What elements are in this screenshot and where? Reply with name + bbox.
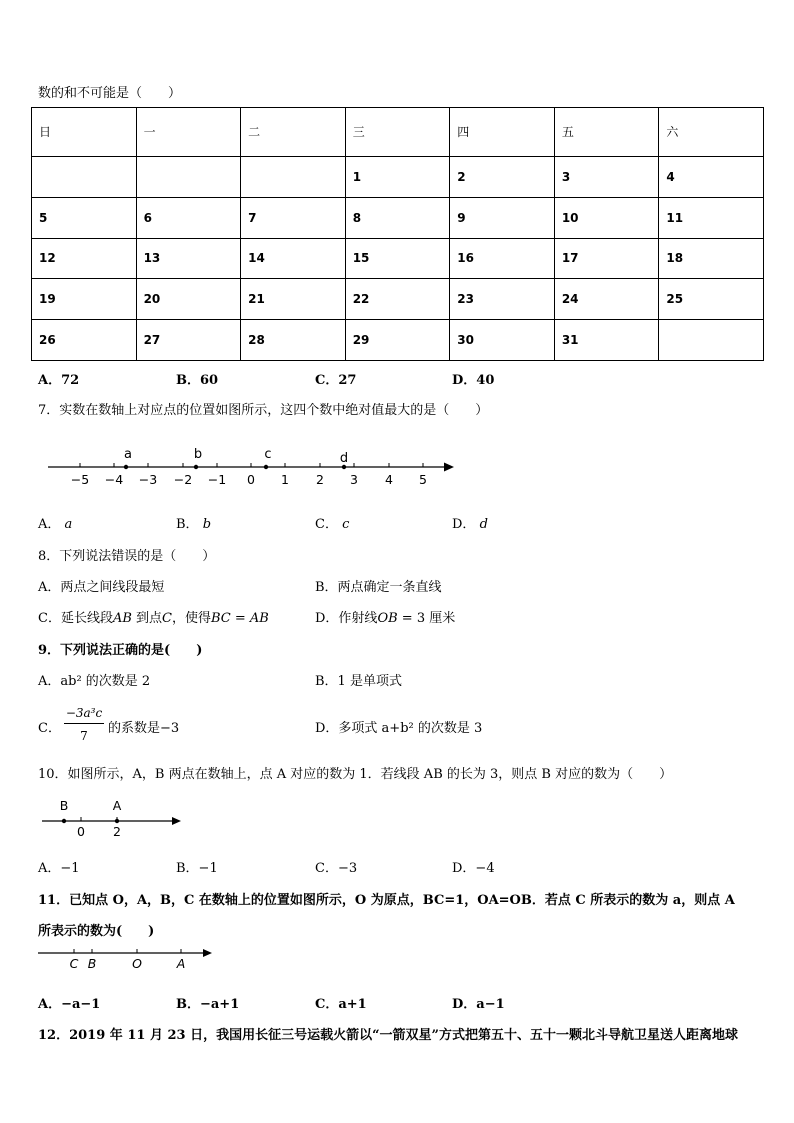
q9-option-b: B．1 是单项式 — [315, 674, 402, 689]
table-header-cell: 六 — [659, 108, 764, 157]
table-header-cell: 五 — [554, 108, 659, 157]
q11-stem-line1: 11．已知点 O，A，B，C 在数轴上的位置如图所示，O 为原点，BC=1，OA=OB．若点 C 所表示的数为 a，则点 A — [38, 893, 735, 908]
point-label: C — [69, 956, 79, 971]
q12-stem-line1: 12．2019 年 11 月 23 日，我国用长征三号运载火箭以“一箭双星”方式把第五十、五十一颗北斗导航卫星送人距离地球 — [38, 1028, 739, 1043]
point-c — [264, 465, 268, 469]
table-cell: 31 — [554, 320, 659, 361]
table-cell: 24 — [554, 279, 659, 320]
table-cell — [32, 156, 137, 197]
q7-option-d: D． d — [452, 517, 488, 532]
table-cell: 9 — [450, 197, 555, 238]
q7-option-a: A． a — [38, 517, 73, 532]
point-b — [62, 819, 66, 823]
table-cell: 26 — [32, 320, 137, 361]
table-cell: 15 — [345, 238, 450, 279]
q6-option-d: D．40 — [452, 373, 495, 388]
fraction-bar — [64, 723, 104, 724]
table-cell: 2 — [450, 156, 555, 197]
point-b — [194, 465, 198, 469]
table-cell — [136, 156, 241, 197]
point-label: c — [264, 447, 272, 462]
table-header-cell: 二 — [241, 108, 346, 157]
q8-stem: 8．下列说法错误的是（ ） — [38, 549, 216, 564]
q9-option-a: A．ab² 的次数是 2 — [38, 674, 151, 689]
table-cell: 14 — [241, 238, 346, 279]
table-cell: 29 — [345, 320, 450, 361]
table-cell: 28 — [241, 320, 346, 361]
q9-stem: 9．下列说法正确的是( ) — [38, 643, 203, 658]
table-cell: 23 — [450, 279, 555, 320]
table-header-cell: 四 — [450, 108, 555, 157]
q9-option-c-letter: C． — [38, 721, 61, 736]
q11-stem-line2: 所表示的数为( ) — [38, 924, 155, 939]
arrow-icon — [444, 463, 454, 472]
table-cell: 21 — [241, 279, 346, 320]
q8-option-b: B．两点确定一条直线 — [315, 580, 442, 595]
table-cell: 10 — [554, 197, 659, 238]
q6-option-c: C．27 — [315, 373, 357, 388]
q11-option-a: A．−a−1 — [38, 997, 101, 1012]
q9-option-d: D．多项式 a+b² 的次数是 3 — [315, 721, 483, 736]
q11-option-b: B．−a+1 — [176, 997, 240, 1012]
tick-label: −3 — [138, 472, 158, 487]
calendar-table — [31, 107, 764, 361]
q9-fraction-denominator: 7 — [80, 729, 88, 743]
table-row — [32, 238, 764, 279]
tick-label: −5 — [70, 472, 90, 487]
q10-option-b: B．−1 — [176, 861, 218, 876]
table-cell: 5 — [32, 197, 137, 238]
table-cell: 12 — [32, 238, 137, 279]
table-header-cell: 一 — [136, 108, 241, 157]
tick-label: −1 — [207, 472, 227, 487]
table-cell — [241, 156, 346, 197]
point-label: A — [176, 956, 186, 971]
q10-stem: 10．如图所示，A，B 两点在数轴上，点 A 对应的数为 1．若线段 AB 的长为 3，则点 B 对应的数为（ ） — [38, 767, 673, 782]
point-label: O — [132, 956, 142, 971]
tick-label: 3 — [350, 472, 358, 487]
table-cell: 19 — [32, 279, 137, 320]
point-label: b — [193, 447, 203, 462]
table-cell: 22 — [345, 279, 450, 320]
tick-label: 0 — [247, 472, 255, 487]
table-cell: 1 — [345, 156, 450, 197]
tick-label: −4 — [104, 472, 124, 487]
table-cell: 8 — [345, 197, 450, 238]
table-cell: 16 — [450, 238, 555, 279]
q8-option-d: D．作射线OB = 3 厘米 — [315, 611, 456, 626]
q9-fraction-numerator: −3a³c — [65, 706, 103, 720]
tick-label: 2 — [316, 472, 324, 487]
tick-label: 4 — [385, 472, 393, 487]
table-cell: 13 — [136, 238, 241, 279]
table-cell: 18 — [659, 238, 764, 279]
point-label: A — [112, 798, 122, 813]
point-label: B — [87, 956, 97, 971]
q7-option-b: B． b — [176, 517, 212, 532]
q8-option-c: C．延长线段AB 到点C，使得BC = AB — [38, 611, 269, 626]
q6-stem-tail: 数的和不可能是（ ） — [38, 86, 182, 101]
tick-label: 1 — [281, 472, 289, 487]
q8-option-a: A．两点之间线段最短 — [38, 580, 165, 595]
point-a — [124, 465, 128, 469]
q7-option-c: C． c — [315, 517, 350, 532]
table-cell — [659, 320, 764, 361]
q10-option-c: C．−3 — [315, 861, 358, 876]
q11-number-line — [36, 942, 216, 972]
arrow-icon — [172, 817, 181, 825]
q10-option-a: A．−1 — [38, 861, 80, 876]
table-header-cell: 三 — [345, 108, 450, 157]
table-row — [32, 197, 764, 238]
tick-label: 2 — [113, 824, 121, 839]
q7-stem: 7．实数在数轴上对应点的位置如图所示，这四个数中绝对值最大的是（ ） — [38, 403, 489, 418]
table-cell: 17 — [554, 238, 659, 279]
q10-number-line — [40, 795, 186, 841]
table-cell: 11 — [659, 197, 764, 238]
point-label: d — [339, 451, 349, 466]
tick-label: −2 — [173, 472, 193, 487]
table-row — [32, 279, 764, 320]
arrow-icon — [203, 949, 212, 957]
point-a — [115, 819, 119, 823]
table-cell: 7 — [241, 197, 346, 238]
tick-label: 0 — [77, 824, 85, 839]
table-cell: 30 — [450, 320, 555, 361]
table-header-cell: 日 — [32, 108, 137, 157]
q6-option-b: B．60 — [176, 373, 219, 388]
table-row — [32, 320, 764, 361]
table-cell: 25 — [659, 279, 764, 320]
point-label: a — [124, 447, 132, 462]
table-row — [32, 156, 764, 197]
table-cell: 20 — [136, 279, 241, 320]
q9-option-c-tail: 的系数是−3 — [108, 721, 180, 736]
q7-number-line — [44, 443, 460, 489]
table-cell: 3 — [554, 156, 659, 197]
q11-option-d: D．a−1 — [452, 997, 505, 1012]
table-cell: 6 — [136, 197, 241, 238]
table-cell: 27 — [136, 320, 241, 361]
point-label: B — [59, 798, 69, 813]
table-cell: 4 — [659, 156, 764, 197]
tick-label: 5 — [419, 472, 427, 487]
q10-option-d: D．−4 — [452, 861, 495, 876]
q11-option-c: C．a+1 — [315, 997, 367, 1012]
table-header-row — [32, 108, 764, 157]
q6-option-a: A．72 — [38, 373, 80, 388]
